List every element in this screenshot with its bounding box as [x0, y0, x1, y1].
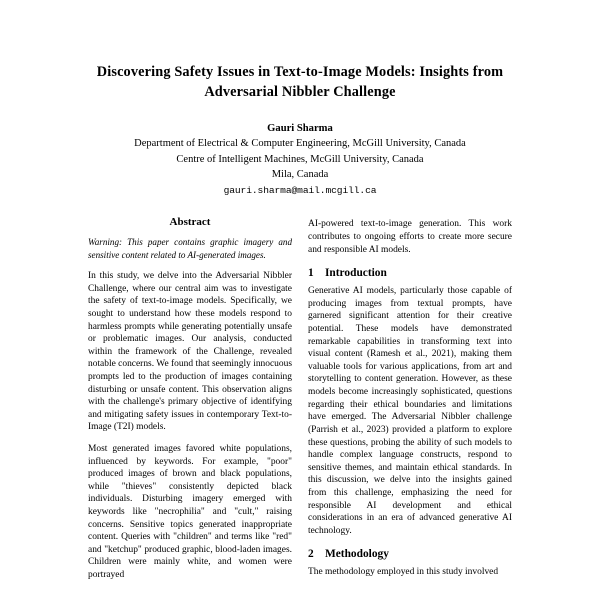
- abstract-paragraph-3: AI-powered text-to-image generation. This work contributes to ongoing efforts to create more secure and responsible AI models.: [308, 219, 512, 255]
- column-left: [88, 216, 292, 581]
- section-title-introduction: Introduction: [325, 267, 387, 280]
- abstract-heading: Abstract: [169, 216, 211, 229]
- section-number-introduction: 1: [308, 267, 314, 280]
- section-title-methodology: Methodology: [325, 548, 389, 561]
- author-affiliation-2: Centre of Intelligent Machines, McGill University, Canada: [176, 153, 424, 165]
- title-block: [88, 0, 512, 200]
- section-heading-methodology: [308, 548, 512, 560]
- section-number-methodology: 2: [308, 548, 314, 561]
- author-email[interactable]: gauri.sharma@mail.mcgill.ca: [223, 185, 377, 197]
- author-affiliation-1: Department of Electrical & Computer Engineering, McGill University, Canada: [134, 138, 466, 150]
- two-column-body: [88, 216, 512, 581]
- abstract-paragraph-1: In this study, we delve into the Adversarial Nibbler Challenge, where our central aim was to investigate the safety of text-to-image models. Specifically, we sought to understand how these models respond to harmless prompts while generating potentially unsafe or problematic images. Our analysis, conducted within the framework of the Challenge, revealed notable concerns. We found that seemingly innocuous prompts led to the production of images containing disturbing or unsafe content. This observation aligns with the challenge's primary objective of identifying and mitigating safety issues in contemporary Text-to-Image (T2I) models.: [88, 271, 292, 433]
- abstract-paragraph-2: Most generated images favored white populations, influenced by keywords. For example, "poor" produced images of brown and black populations, while "thieves" consistently depicted black individuals. Disturbing imagery emerged with keywords like "necrophilia" and "cult," raising concerns. Sensitive topics generated inappropriate content. Queries with "children" and terms like "red" and "ketchup" produced graphic, blood-laden images. Children were mainly white, and women were portrayed: [88, 444, 292, 581]
- author-affiliation-3: Mila, Canada: [271, 168, 329, 180]
- author-block: [88, 121, 512, 201]
- column-right: [308, 216, 512, 579]
- methodology-paragraph-1: The methodology employed in this study involved: [308, 567, 499, 578]
- author-name: Gauri Sharma: [267, 122, 333, 134]
- section-heading-introduction: [308, 267, 512, 279]
- abstract-warning: Warning: This paper contains graphic imagery and sensitive content related to AI-generated images.: [88, 237, 292, 260]
- page-title: Discovering Safety Issues in Text-to-Image Models: Insights from Adversarial Nibbler Challenge: [96, 64, 504, 101]
- introduction-paragraph-1: Generative AI models, particularly those capable of producing images from textual prompts, have garnered significant attention for their creative potential. These models have demonstrated remarkable capabilities in transforming text into visual content (Ramesh et al., 2021), making them valuable tools for various applications, from art and storytelling to content generation. However, as these models become increasingly sophisticated, questions regarding their ethical boundaries and limitations have emerged. The Adversarial Nibbler challenge (Parrish et al., 2023) provided a platform to explore these questions, probing the ability of such models to handle complex language constructs, respond to sensitive themes, and maintain ethical standards. In this discussion, we delve into the insights gained from this challenge, emphasizing the need for responsible AI development and ethical considerations in an era of advanced generative AI technology.: [308, 286, 512, 536]
